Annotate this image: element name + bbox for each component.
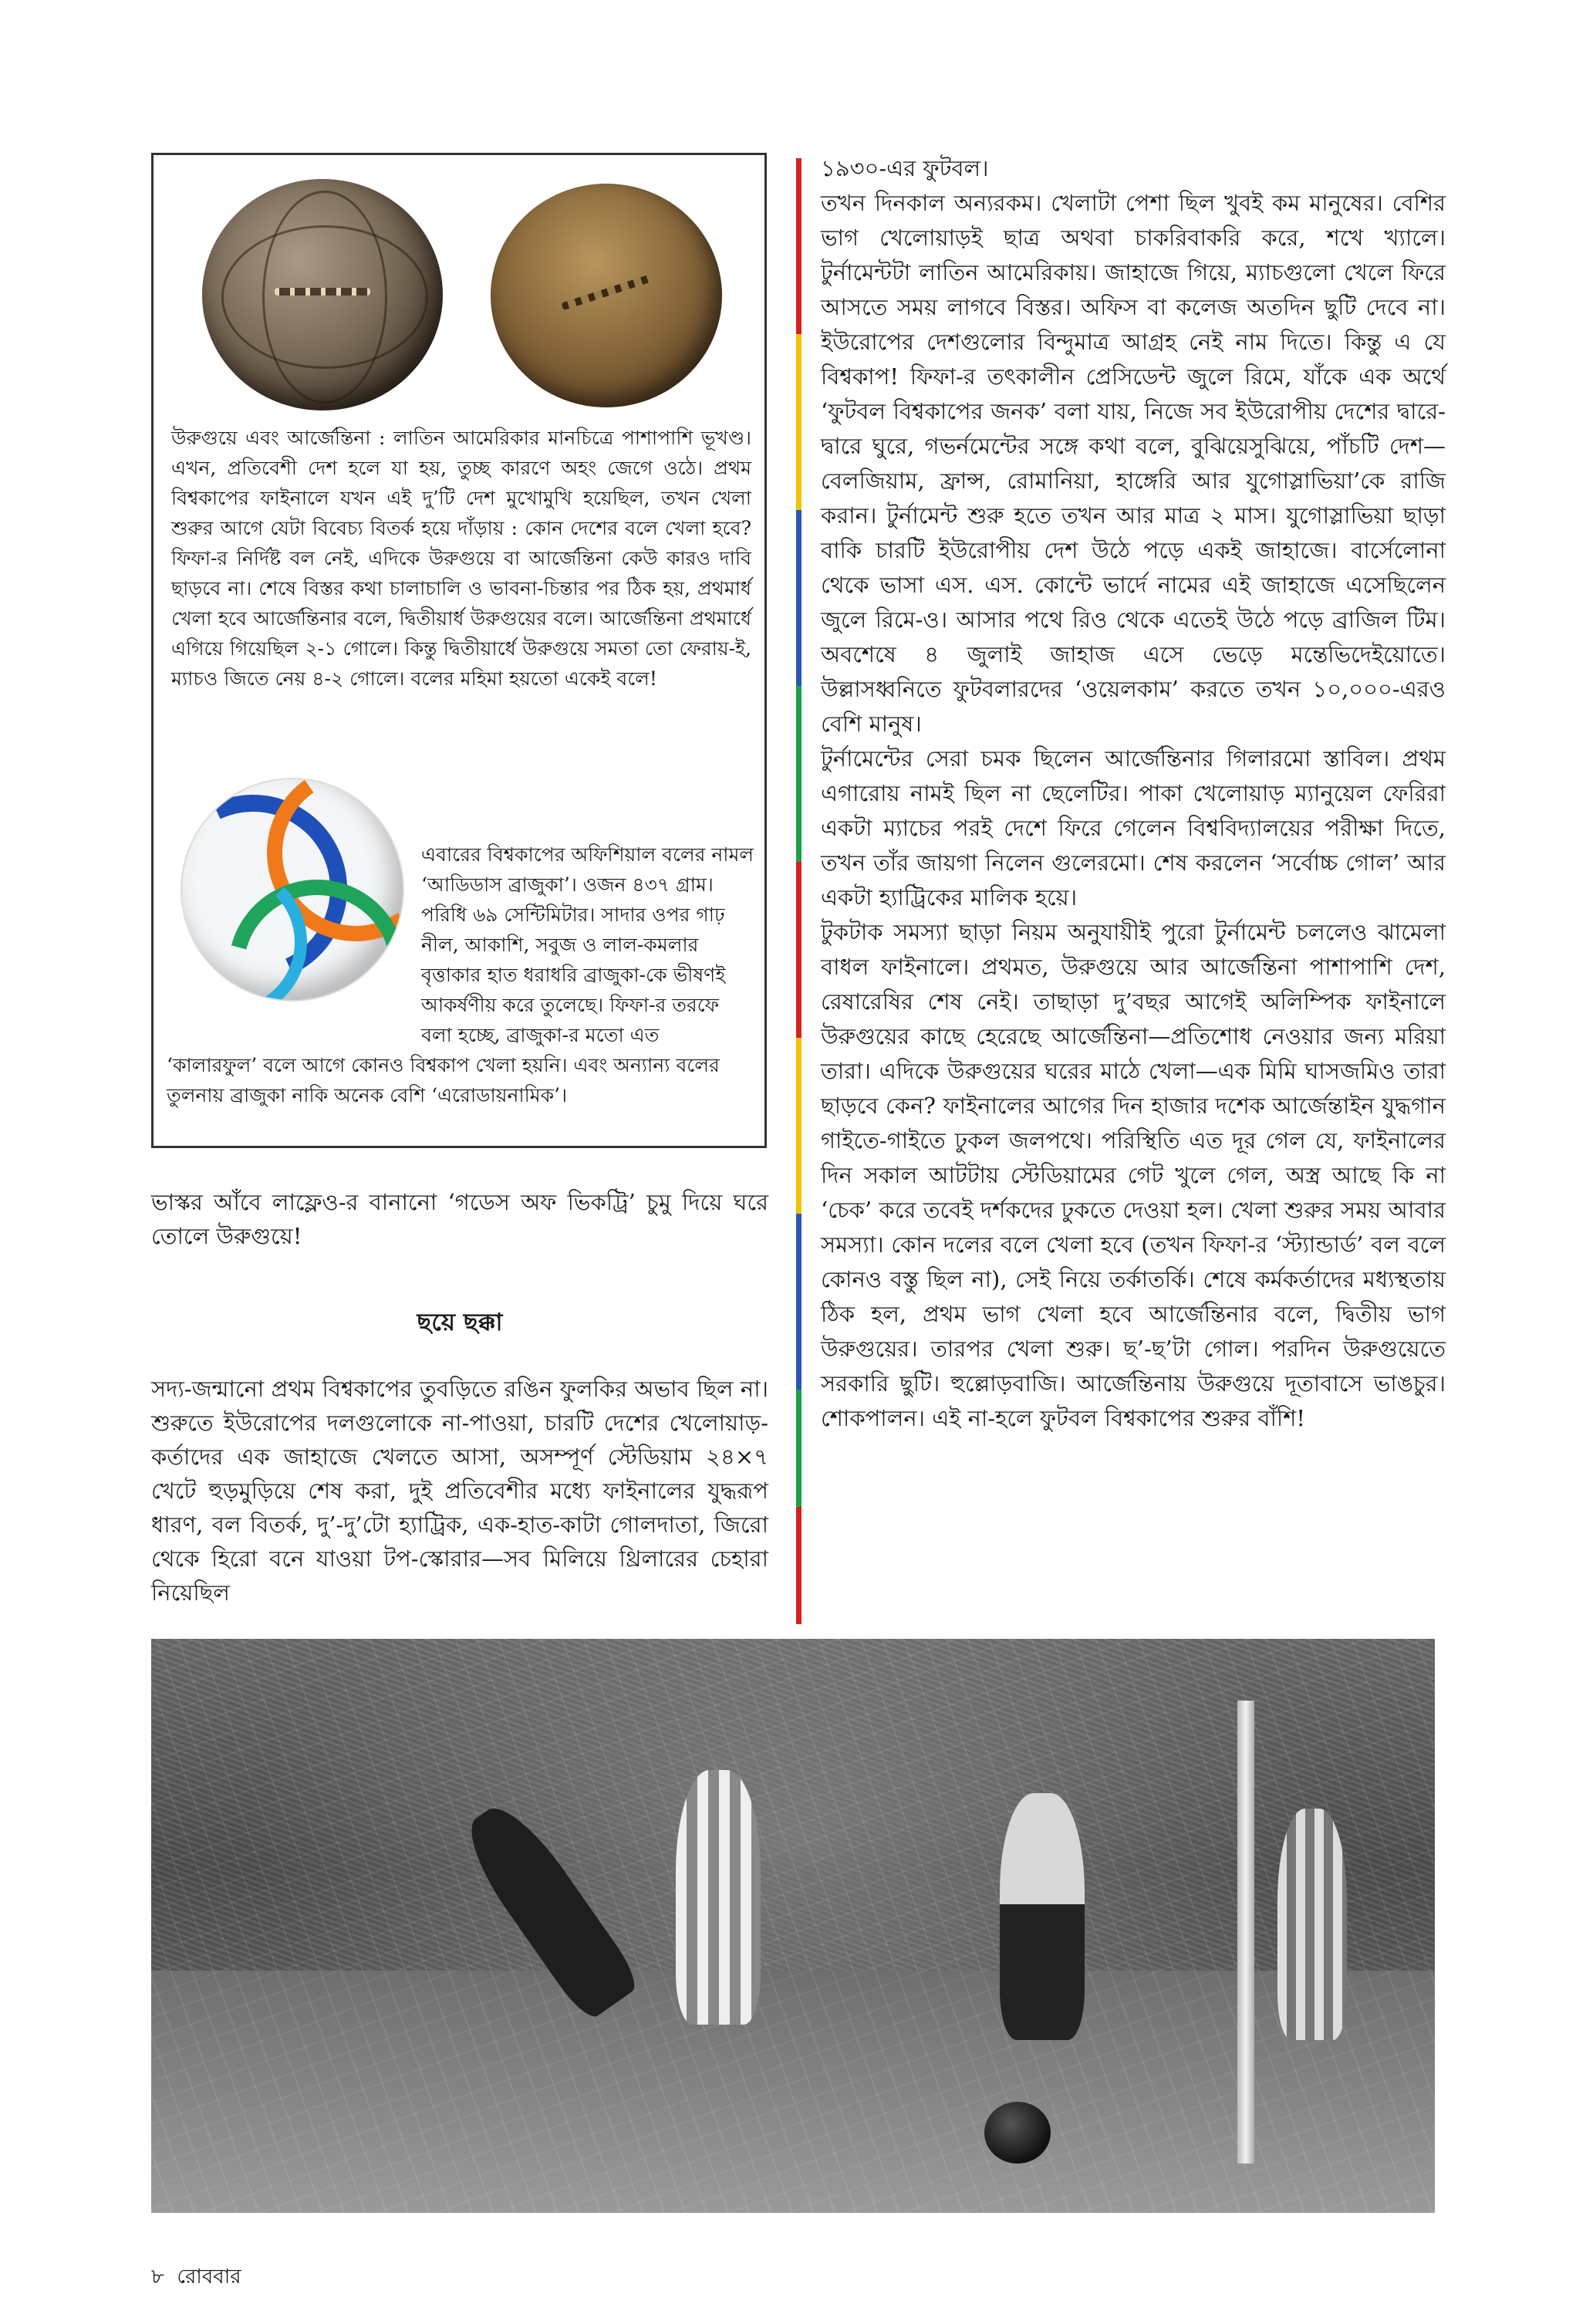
match-ball xyxy=(984,2102,1051,2164)
goal-post xyxy=(1237,1701,1254,2164)
argentina-player xyxy=(676,1770,761,2025)
ball-controversy-caption: উরুগুয়ে এবং আর্জেন্তিনা : লাতিন আমেরিকার মানচিত্রে পাশাপাশি ভূখণ্ড। এখন, প্রতিবেশী দেশ হলে যা হয়, তুচ্ছ কারণে অহং জেগে ওঠে। প্রথম বিশ্বকাপের ফাইনালে যখন এই দু’টি দেশ মুখোমুখি হয়েছিল, তখন খেলা শুরুর আগে যেটা বিবেচ্য বিতর্ক হয়ে দাঁড়ায় : কোন দেশের বলে খেলা হবে? ফিফা-র নির্দিষ্ট বল নেই, এদিকে উরুগুয়ে বা আর্জেন্তিনা কেউ কারও দাবি ছাড়বে না। শেষে বিস্তর কথা চালাচালি ও ভাবনা-চিন্তার পর ঠিক হয়, প্রথমার্ধ খেলা হবে আর্জেন্তিনার বলে, দ্বিতীয়ার্ধ উরুগুয়ের বলে। আর্জেন্তিনা প্রথমার্ধে এগিয়ে গিয়েছিল ২-১ গোলে। কিন্তু দ্বিতীয়ার্ধে উরুগুয়ে সমতা তো ফেরায়-ই, ম্যাচও জিতে নেয় ৪-২ গোলে। বলের মহিমা হয়তো একেই বলে! xyxy=(171,427,751,690)
section-subheading: ছয়ে ছক্কা xyxy=(417,1309,503,1336)
page-footer xyxy=(151,2261,241,2295)
page-number: ৮ xyxy=(151,2265,164,2289)
brazuca-caption xyxy=(167,779,754,1110)
background-player xyxy=(1277,1809,1347,2040)
right-body-text: ১৯৩০-এর ফুটবল। তখন দিনকাল অন্যরকম। খেলাটা পেশা ছিল খুবই কম মানুষের। বেশির ভাগ খেলোয়াড়ই ছাত্র অথবা চাকরিবাকরি করে, শখে খ্যালে। টুর্নামেন্টটা লাতিন আমেরিকায়। জাহাজে গিয়ে, ম্যাচগুলো খেলে ফিরে আসতে সময় লাগবে বিস্তর। অফিস বা কলেজ অতদিন ছুটি দেবে না। ইউরোপের দেশগুলোর বিন্দুমাত্র আগ্রহ নেই নাম দিতে। কিন্তু এ যে বিশ্বকাপ! ফিফা-র তৎকালীন প্রেসিডেন্ট জুলে রিমে, যাঁকে এক অর্থে ‘ফুটবল বিশ্বকাপের জনক’ বলা যায়, নিজে সব ইউরোপীয় দেশের দ্বারে-দ্বারে ঘুরে, গভর্নমেন্টের সঙ্গে কথা বলে, বুঝিয়েসুঝিয়ে, পাঁচটি দেশ—বেলজিয়াম, ফ্রান্স, রোমানিয়া, হাঙ্গেরি আর যুগোস্লাভিয়া’কে রাজি করান। টুর্নামেন্ট শুরু হতে তখন আর মাত্র ২ মাস। যুগোস্লাভিয়া ছাড়া বাকি চারটি ইউরোপীয় দেশ উঠে পড়ে একই জাহাজে। বার্সেলোনা থেকে ভাসা এস. এস. কোন্টে ভার্দে নামের এই জাহাজে এসেছিলেন জুলে রিমে-ও। আসার পথে রিও থেকে এতেই উঠে পড়ে ব্রাজিল টিম। অবশেষে ৪ জুলাই জাহাজ এসে ভেড়ে মন্তেভিদেইয়োতে। উল্লাসধ্বনিতে ফুটবলারদের ‘ওয়েলকাম’ করতে তখন ১০,০০০-এরও বেশি মানুষ। টুর্নামেন্টের সেরা চমক ছিলেন আর্জেন্তিনার গিলারমো স্তাবিল। প্রথম এগারোয় নামই ছিল না ছেলেটির। পাকা খেলোয়াড় ম্যানুয়েল ফেরিরা একটা ম্যাচের পরই দেশে ফিরে গেলেন বিশ্ববিদ্যালয়ের পরীক্ষা দিতে, তখন তাঁর জায়গা নিলেন গুলেরমো। শেষ করলেন ‘সর্বোচ্চ গোল’ আর একটা হ্যাট্রিকের মালিক হয়ে। টুকটাক সমস্যা ছাড়া নিয়ম অনুযায়ীই পুরো টুর্নামেন্ট চললেও ঝামেলা বাধল ফাইনালে। প্রথমত, উরুগুয়ে আর আর্জেন্তিনা পাশাপাশি দেশ, রেষারেষির শেষ নেই। তাছাড়া দু’বছর আগেই অলিম্পিক ফাইনালে উরুগুয়ের কাছে হেরেছে আর্জেন্তিনা—প্রতিশোধ নেওয়ার জন্য মরিয়া তারা। এদিকে উরুগুয়ের ঘরের মাঠে খেলা—এক মিমি ঘাসজমিও তারা ছাড়বে কেন? ফাইনালের আগের দিন হাজার দশেক আর্জেন্তাইন যুদ্ধগান গাইতে-গাইতে ঢুকল জলপথে। পরিস্থিতি এত দূর গেল যে, ফাইনালের দিন সকাল আটটায় স্টেডিয়ামের গেট খুলে গেল, অস্ত্র আছে কি না ‘চেক’ করে তবেই দর্শকদের ঢুকতে দেওয়া হল। খেলা শুরুর সময় আবার সমস্যা। কোন দলের বলে খেলা হবে (তখন ফিফা-র ‘স্ট্যান্ডার্ড’ বল বলে কোনও বস্তু ছিল না), সেই নিয়ে তর্কাতর্কি। শেষে কর্মকর্তাদের মধ্যস্থতায় ঠিক হল, প্রথম ভাগ খেলা হবে আর্জেন্তিনার বলে, দ্বিতীয় ভাগ উরুগুয়ের। তারপর খেলা শুরু। ছ’-ছ’টা গোল। পরদিন উরুগুয়েতে সরকারি ছুটি। হুল্লোড়বাজি। আর্জেন্তিনায় উরুগুয়ে দূতাবাসে ভাঙচুর। শোকপালন। এই না-হলে ফুটবল বিশ্বকাপের শুরুর বাঁশি! xyxy=(821,155,1446,1431)
tricolor-column-bar xyxy=(796,158,801,1624)
vintage-football-image-1 xyxy=(202,179,443,410)
left-body-text: সদ্য-জন্মানো প্রথম বিশ্বকাপের তুবড়িতে রঙিন ফুলকির অভাব ছিল না। শুরুতে ইউরোপের দলগুলোকে না-পাওয়া, চারটি দেশের খেলোয়াড়-কর্তাদের এক জাহাজে খেলতে আসা, অসম্পূর্ণ স্টেডিয়াম ২৪×৭ খেটে হুড়মুড়িয়ে শেষ করা, দুই প্রতিবেশীর মধ্যে ফাইনালের যুদ্ধরূপ ধারণ, বল বিতর্ক, দু’-দু’টো হ্যাট্রিক, এক-হাত-কাটা গোলদাতা, জিরো থেকে হিরো বনে যাওয়া টপ-স্কোরার—সব মিলিয়ে থ্রিলারের চেহারা নিয়েছিল xyxy=(151,1376,768,1606)
magazine-name: রোববার xyxy=(177,2265,241,2289)
vintage-football-image-2 xyxy=(491,184,722,407)
trophy-continuation-text: ভাস্কর আঁবে লাফ্লেও-র বানানো ‘গডেস অফ ভিকট্রি’ চুমু দিয়ে ঘরে তোলে উরুগুয়ে! xyxy=(151,1189,768,1249)
uruguay-player xyxy=(1000,1793,1085,2040)
world-cup-1930-match-photo xyxy=(151,1639,1435,2213)
brazuca-caption-text: এবারের বিশ্বকাপের অফিশিয়াল বলের নামল ‘আডিডাস ব্রাজুকা’। ওজন ৪৩৭ গ্রাম। পরিধি ৬৯ সেন্টিমিটার। সাদার ওপর গাঢ় নীল, আকাশি, সবুজ ও লাল-কমলার বৃত্তাকার হাত ধরাধরি ব্রাজুকা-কে ভীষণই আকর্ষণীয় করে তুলেছে। ফিফা-র তরফে বলা হচ্ছে, ব্রাজুকা-র মতো এত ‘কালারফুল’ বলে আগে কোনও বিশ্বকাপ খেলা হয়নি। এবং অন্যান্য বলের তুলনায় ব্রাজুকা নাকি অনেক বেশি ‘এরোডায়নামিক’। xyxy=(167,843,754,1106)
ball-float-spacer xyxy=(167,809,421,1033)
